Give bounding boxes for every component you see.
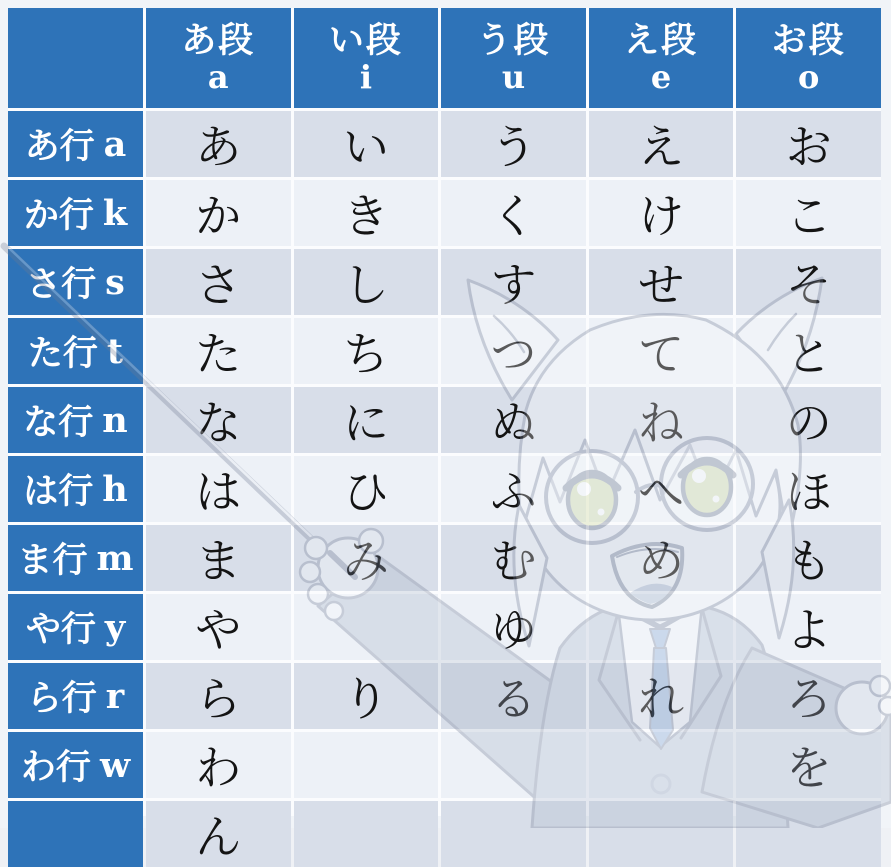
row-header [8,456,143,522]
row-header-letter: y [104,606,126,648]
kana-glyph: う [490,120,537,174]
gojuon-table [8,8,881,864]
row-header-kana: ま行 [17,540,88,581]
kana-cell [146,318,291,384]
kana-cell [589,111,734,177]
kana-cell [441,456,586,522]
kana-cell [146,801,291,867]
kana-glyph: て [638,327,685,381]
kana-cell [736,387,881,453]
row-header-kana: や行 [25,609,96,650]
kana-cell [736,663,881,729]
row-header [8,111,143,177]
kana-cell [146,456,291,522]
kana-cell [294,111,439,177]
kana-cell [736,594,881,660]
kana-cell [146,663,291,729]
kana-cell [589,249,734,315]
kana-glyph: ち [342,327,389,381]
row-header-kana: わ行 [20,747,91,788]
kana-cell [441,594,586,660]
column-header-kana: あ段 [181,19,256,61]
row-header-kana: は行 [23,471,94,512]
column-header-kana: い段 [328,19,403,61]
row-header-letter: s [105,261,125,303]
kana-glyph: に [342,396,389,450]
kana-cell [294,456,439,522]
kana-cell [294,318,439,384]
kana-cell [589,525,734,591]
kana-cell [736,111,881,177]
kana-cell [589,663,734,729]
row-header [8,732,143,798]
kana-cell [146,111,291,177]
kana-cell [441,663,586,729]
kana-glyph: よ [785,603,832,657]
column-header-kana: え段 [624,19,699,61]
row-header-kana: さ行 [26,264,97,305]
kana-cell [294,180,439,246]
kana-glyph: い [342,120,389,174]
row-header [8,801,143,867]
kana-cell [146,525,291,591]
row-header [8,318,143,384]
kana-glyph: や [195,603,242,657]
kana-cell [589,180,734,246]
row-header-letter: n [102,399,128,441]
row-header [8,663,143,729]
row-header [8,594,143,660]
kana-cell [441,249,586,315]
row-header [8,525,143,591]
kana-glyph: り [342,672,389,726]
row-header-letter: m [96,537,134,579]
kana-cell [589,801,734,867]
kana-glyph: き [342,189,389,243]
column-header [146,8,291,108]
kana-cell [441,732,586,798]
kana-glyph: さ [195,258,242,312]
kana-glyph: は [195,465,242,519]
kana-cell [736,180,881,246]
kana-glyph: ら [195,672,242,726]
kana-cell [441,318,586,384]
kana-glyph: め [638,534,685,588]
kana-glyph: る [490,672,537,726]
column-header [589,8,734,108]
kana-cell [736,525,881,591]
kana-cell [294,387,439,453]
kana-glyph: と [785,327,832,381]
row-header-letter: w [99,744,131,786]
column-header-romaji: a [207,57,229,96]
kana-glyph: け [638,189,685,243]
kana-glyph: か [195,189,242,243]
kana-glyph: し [342,258,389,312]
kana-glyph: ん [195,810,242,864]
kana-glyph: わ [195,741,242,795]
kana-glyph: ね [638,396,685,450]
kana-cell [736,249,881,315]
kana-glyph: あ [195,120,242,174]
kana-cell [736,801,881,867]
kana-cell [294,663,439,729]
kana-cell [294,732,439,798]
kana-cell [294,594,439,660]
column-header-romaji: i [359,57,372,96]
kana-glyph: ゆ [490,603,537,657]
kana-glyph: せ [638,258,685,312]
kana-cell [146,249,291,315]
kana-cell [441,387,586,453]
kana-cell [736,732,881,798]
row-header [8,387,143,453]
row-header-kana: ら行 [26,678,97,719]
kana-cell [589,387,734,453]
kana-glyph: こ [785,189,832,243]
row-header-letter: k [102,192,128,234]
kana-glyph: ひ [342,465,389,519]
kana-glyph: ぬ [490,396,537,450]
kana-cell [441,525,586,591]
row-header-kana: た行 [27,333,98,374]
kana-cell [589,594,734,660]
row-header [8,180,143,246]
kana-glyph: れ [638,672,685,726]
column-header [736,8,881,108]
kana-glyph: な [195,396,242,450]
kana-glyph: み [342,534,389,588]
kana-cell [736,456,881,522]
column-header-kana: お段 [771,19,846,61]
kana-glyph: ほ [785,465,832,519]
row-header-letter: h [102,468,128,510]
kana-cell [589,732,734,798]
kana-cell [146,594,291,660]
kana-cell [294,801,439,867]
kana-cell [589,456,734,522]
kana-cell [146,732,291,798]
row-header-kana: か行 [23,195,94,236]
kana-glyph: も [785,534,832,588]
kana-cell [441,801,586,867]
kana-cell [441,180,586,246]
kana-cell [589,318,734,384]
column-header [294,8,439,108]
kana-glyph: ま [195,534,242,588]
kana-glyph: む [490,534,537,588]
kana-cell [441,111,586,177]
kana-glyph: そ [785,258,832,312]
column-header-romaji: u [501,57,526,96]
column-header-kana: う段 [476,19,551,61]
kana-cell [146,180,291,246]
kana-glyph: く [490,189,537,243]
kana-glyph: え [638,120,685,174]
row-header-kana: あ行 [24,126,95,167]
kana-cell [294,525,439,591]
kana-glyph: す [490,258,537,312]
kana-glyph: つ [490,327,537,381]
kana-glyph: の [785,396,832,450]
kana-cell [294,249,439,315]
row-header-letter: a [103,123,127,165]
kana-glyph: ろ [785,672,832,726]
kana-glyph: ふ [490,465,537,519]
column-header [441,8,586,108]
kana-cell [146,387,291,453]
kana-glyph: へ [638,465,685,519]
kana-glyph: た [195,327,242,381]
row-header-kana: な行 [23,402,94,443]
row-header [8,249,143,315]
kana-glyph: を [785,741,832,795]
column-header-romaji: o [798,57,820,96]
kana-glyph: お [785,120,832,174]
row-header-letter: t [106,330,124,372]
row-header-letter: r [105,675,125,717]
kana-cell [736,318,881,384]
corner-cell [8,8,143,108]
column-header-romaji: e [650,57,672,96]
